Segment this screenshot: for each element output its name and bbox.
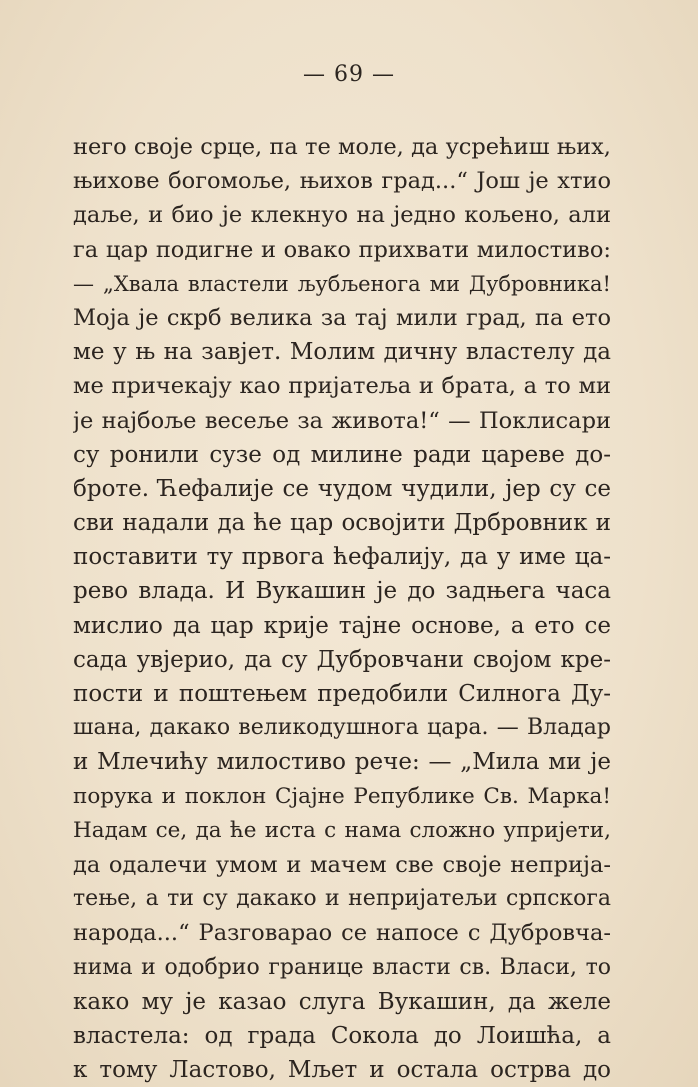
text-line-23: тење, а ти су дакако и непријатељи српскога [73, 886, 611, 912]
text-line-15: мислио да цар крије тајне основе, а ето се [73, 612, 611, 639]
text-line-10: су ронили сузе од милине ради цареве до- [73, 441, 611, 468]
text-line-1: него своје срце, па те моле, да усрећиш њих, [73, 134, 611, 160]
text-line-6: Моја је скрб велика за тај мили град, па ето [73, 304, 611, 331]
text-line-7: ме у њ на завјет. Молим дичну властелу да [73, 339, 611, 366]
text-line-13: поставити ту првога ћефалију, да у име ца- [73, 544, 611, 571]
text-line-22: да одалечи умом и мачем све своје неприја- [73, 851, 611, 878]
text-line-20: порука и поклон Сјајне Републике Св. Марка! [73, 783, 611, 809]
text-line-27: властела: од града Сокола до Лоишћа, а [73, 1022, 611, 1049]
text-line-8: ме причекају као пријатеља и брата, а то ми [73, 373, 611, 400]
text-line-2: њихове богомоље, њихов град...“ Још је хтио [73, 168, 611, 195]
text-line-17: пости и поштењем предобили Силнога Ду- [73, 681, 611, 707]
text-line-5: — „Хвала властели љубљенога ми Дубровника! [73, 271, 611, 296]
text-line-4: га цар подигне и овако прихвати милостиво: [73, 236, 611, 263]
text-line-26: како му је казао слуга Вукашин, да желе [73, 988, 611, 1015]
text-line-14: рево влада. И Вукашин је до задњега часа [73, 578, 611, 605]
text-line-21: Надам се, да ће иста с нама сложно упријети, [73, 817, 611, 843]
text-line-18: шана, дакако великодушнога цара. — Владар [73, 715, 611, 741]
text-line-11: броте. Ћефалије се чудом чудили, јер су се [73, 475, 611, 502]
body-text [73, 130, 611, 1087]
text-line-16: сада увјерио, да су Дубровчани својом кре- [73, 646, 611, 673]
text-line-3: даље, и био је клекнуо на једно кољено, али [73, 202, 611, 229]
text-line-9: је најбоље весеље за живота!“ — Поклисари [73, 407, 611, 434]
text-line-19: и Млечићу милостиво рече: — „Мила ми је [73, 749, 611, 776]
text-line-24: народа...“ Разговарао се напосе с Дубровча- [73, 920, 611, 947]
text-line-25: нима и одобрио границе власти св. Власи, то [73, 954, 611, 980]
text-line-28: к тому Ластово, Мљет и остала острва до [73, 1057, 611, 1084]
page-number: — 69 — [303, 62, 395, 87]
text-line-12: сви надали да ће цар освојити Дрбровник и [73, 510, 611, 537]
